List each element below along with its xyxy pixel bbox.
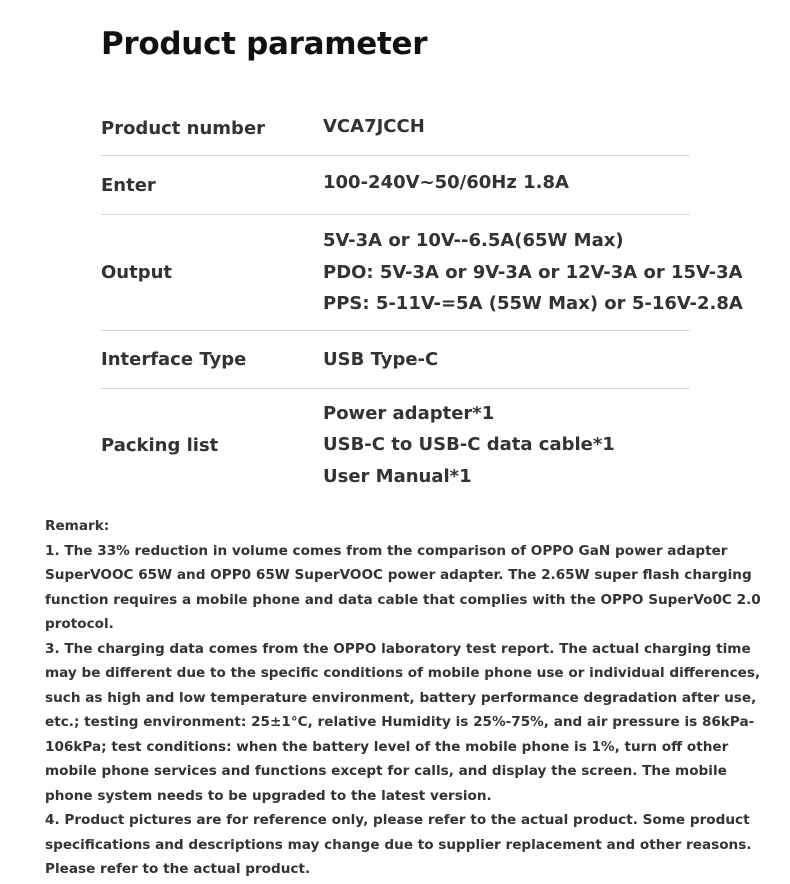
spec-value: [323, 167, 690, 199]
spec-label: Output: [101, 262, 173, 283]
remarks-section: [45, 514, 765, 882]
spec-label: Packing list: [101, 434, 219, 456]
spec-value-line: USB-C to USB-C data cable*1: [323, 434, 615, 456]
spec-label: Enter: [101, 174, 156, 196]
spec-value: [323, 344, 690, 376]
remark-item: 1. The 33% reduction in volume comes from the comparison of OPPO GaN power adapter SuperVOOC 65W and OPP0 65W SuperVOOC power adapter. The 2.65W super flash charging function requires a mobile phone and data cable that complies with the OPPO SuperVo0C 2.0 protocol.: [45, 542, 761, 632]
remarks-heading: Remark:: [45, 518, 110, 534]
spec-value: [323, 398, 690, 493]
spec-value-line: USB Type-C: [323, 348, 439, 370]
spec-value-line: 100-240V~50/60Hz 1.8A: [323, 172, 569, 194]
spec-label: Product number: [101, 117, 266, 139]
spec-value: [323, 225, 743, 320]
remark-item: 4. Product pictures are for reference only, please refer to the actual product. Some product specifications and descriptions may change due to supplier replacement and other reasons. Please refer to the actual product.: [45, 812, 752, 877]
spec-value-line: 5V-3A or 10V--6.5A(65W Max): [323, 230, 624, 252]
remark-item: 3. The charging data comes from the OPPO laboratory test report. The actual charging time may be different due to the specific conditions of mobile phone use or individual differences, such as high and low temperature environment, battery performance degradation after use, etc.; testing environment: 25±1°C, relative Humidity is 25%-75%, and air pressure is 86kPa-106kPa; test conditions: when the battery level of the mobile phone is 1%, turn off other mobile phone services and functions except for calls, and display the screen. The mobile phone system needs to be upgraded to the latest version.: [45, 640, 761, 804]
spec-row-enter: [101, 156, 690, 215]
spec-label: Interface Type: [101, 349, 247, 370]
spec-value: [323, 111, 690, 143]
spec-value-line: PDO: 5V-3A or 9V-3A or 12V-3A or 15V-3A: [323, 261, 743, 283]
spec-value-line: User Manual*1: [323, 465, 472, 487]
page-title: Product parameter: [101, 26, 428, 62]
spec-row-packing-list: [101, 389, 690, 501]
spec-value-line: Power adapter*1: [323, 402, 495, 424]
spec-value-line: PPS: 5-11V-=5A (55W Max) or 5-16V-2.8A: [323, 293, 743, 315]
spec-value-line: VCA7JCCH: [323, 116, 425, 138]
spec-row-interface-type: [101, 331, 690, 389]
spec-row-output: [101, 215, 743, 331]
spec-row-product-number: [101, 101, 690, 156]
spec-table: [101, 101, 743, 501]
